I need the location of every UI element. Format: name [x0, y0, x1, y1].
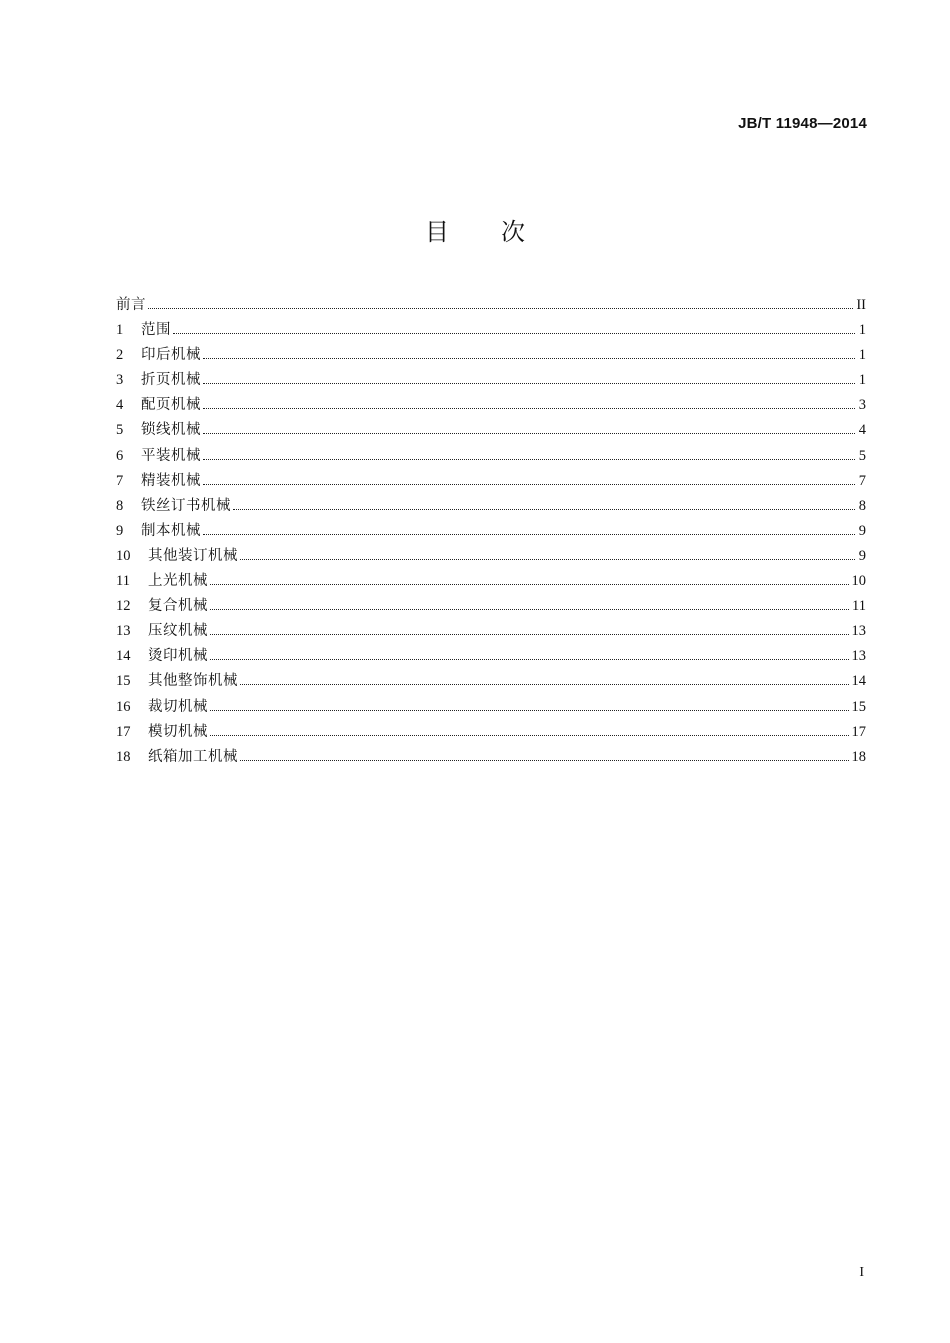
toc-entry-number: 4 [116, 397, 124, 414]
toc-leader-dots [203, 432, 855, 434]
toc-leader-dots [240, 558, 855, 560]
toc-leader-dots [148, 307, 853, 309]
toc-entry[interactable] [116, 494, 866, 519]
toc-leader-dots [203, 357, 855, 359]
toc-entry-number: 2 [116, 347, 124, 364]
table-of-contents [116, 293, 866, 770]
toc-entry[interactable] [116, 695, 866, 720]
toc-leader-dots [210, 633, 849, 635]
toc-entry[interactable] [116, 644, 866, 669]
toc-entry-page: 7 [858, 472, 866, 489]
toc-entry-number: 15 [116, 673, 131, 690]
toc-entry-number: 6 [116, 447, 124, 464]
toc-entry-number: 10 [116, 547, 131, 564]
toc-entry[interactable] [116, 418, 866, 443]
toc-entry-page: 4 [858, 422, 866, 439]
toc-leader-dots [210, 608, 849, 610]
toc-entry-page: 1 [858, 322, 866, 339]
toc-entry-page: 13 [851, 648, 866, 665]
toc-entry-page: 10 [851, 573, 866, 590]
toc-leader-dots [240, 683, 849, 685]
toc-entry-label: 折页机械 [141, 372, 201, 389]
toc-entry-page: 15 [851, 698, 866, 715]
toc-entry[interactable] [116, 393, 866, 418]
toc-entry-page: II [856, 297, 866, 313]
toc-entry-page: 9 [858, 522, 866, 539]
toc-entry[interactable] [116, 293, 866, 318]
title-part-1: 目 [425, 218, 449, 246]
toc-entry-number: 7 [116, 472, 124, 489]
toc-entry[interactable] [116, 569, 866, 594]
toc-entry-number: 17 [116, 723, 131, 740]
toc-leader-dots [203, 533, 855, 535]
toc-entry-number: 13 [116, 623, 131, 640]
toc-entry-label: 压纹机械 [148, 623, 208, 640]
toc-entry-number: 8 [116, 497, 124, 514]
toc-entry[interactable] [116, 619, 866, 644]
toc-entry-label: 其他整饰机械 [148, 673, 238, 690]
toc-entry-number: 18 [116, 748, 131, 765]
toc-entry-label: 铁丝订书机械 [141, 497, 231, 514]
toc-entry-label: 平装机械 [141, 447, 201, 464]
toc-leader-dots [203, 407, 855, 409]
toc-entry[interactable] [116, 669, 866, 694]
toc-entry-number: 12 [116, 598, 131, 615]
toc-entry-label: 制本机械 [141, 522, 201, 539]
toc-leader-dots [240, 759, 849, 761]
toc-entry-label: 印后机械 [141, 347, 201, 364]
toc-entry[interactable] [116, 444, 866, 469]
toc-entry-number: 11 [116, 573, 130, 590]
page-number: I [859, 1265, 864, 1280]
toc-entry-label: 上光机械 [148, 573, 208, 590]
toc-entry-page: 1 [858, 372, 866, 389]
toc-leader-dots [210, 709, 849, 711]
toc-entry[interactable] [116, 720, 866, 745]
toc-entry-page: 5 [858, 447, 866, 464]
toc-entry[interactable] [116, 469, 866, 494]
toc-entry-label: 配页机械 [141, 397, 201, 414]
toc-entry[interactable] [116, 519, 866, 544]
toc-entry-label: 模切机械 [148, 723, 208, 740]
toc-entry[interactable] [116, 368, 866, 393]
toc-entry-label: 烫印机械 [148, 648, 208, 665]
page-title [0, 212, 950, 247]
toc-entry[interactable] [116, 318, 866, 343]
toc-entry-label: 其他装订机械 [148, 547, 238, 564]
toc-entry[interactable] [116, 343, 866, 368]
toc-entry-number: 14 [116, 648, 131, 665]
toc-entry-number: 3 [116, 372, 124, 389]
toc-entry-page: 3 [858, 397, 866, 414]
toc-entry-number: 16 [116, 698, 131, 715]
toc-entry-page: 8 [858, 497, 866, 514]
toc-leader-dots [210, 583, 849, 585]
toc-entry[interactable] [116, 544, 866, 569]
toc-entry-page: 1 [858, 347, 866, 364]
toc-entry-label: 纸箱加工机械 [148, 748, 238, 765]
toc-leader-dots [210, 658, 849, 660]
toc-leader-dots [203, 483, 855, 485]
toc-leader-dots [210, 734, 849, 736]
toc-entry-label: 裁切机械 [148, 698, 208, 715]
toc-entry-page: 13 [851, 623, 866, 640]
toc-entry-label: 范围 [141, 322, 171, 339]
toc-entry[interactable] [116, 745, 866, 770]
toc-entry-number: 1 [116, 322, 124, 339]
toc-leader-dots [233, 508, 855, 510]
standard-code: JB/T 11948—2014 [738, 115, 867, 132]
toc-leader-dots [173, 332, 855, 334]
toc-entry-number: 5 [116, 422, 124, 439]
toc-entry-page: 17 [851, 723, 866, 740]
toc-leader-dots [203, 458, 855, 460]
toc-entry-label: 复合机械 [148, 598, 208, 615]
toc-entry-page: 11 [852, 598, 866, 615]
toc-entry-page: 18 [851, 748, 866, 765]
title-part-2: 次 [501, 218, 525, 246]
toc-entry-label: 前言 [116, 297, 146, 313]
toc-entry-number: 9 [116, 522, 124, 539]
toc-leader-dots [203, 382, 855, 384]
toc-entry-label: 精装机械 [141, 472, 201, 489]
toc-entry-page: 9 [858, 547, 866, 564]
toc-entry[interactable] [116, 594, 866, 619]
toc-entry-label: 锁线机械 [141, 422, 201, 439]
toc-entry-page: 14 [851, 673, 866, 690]
